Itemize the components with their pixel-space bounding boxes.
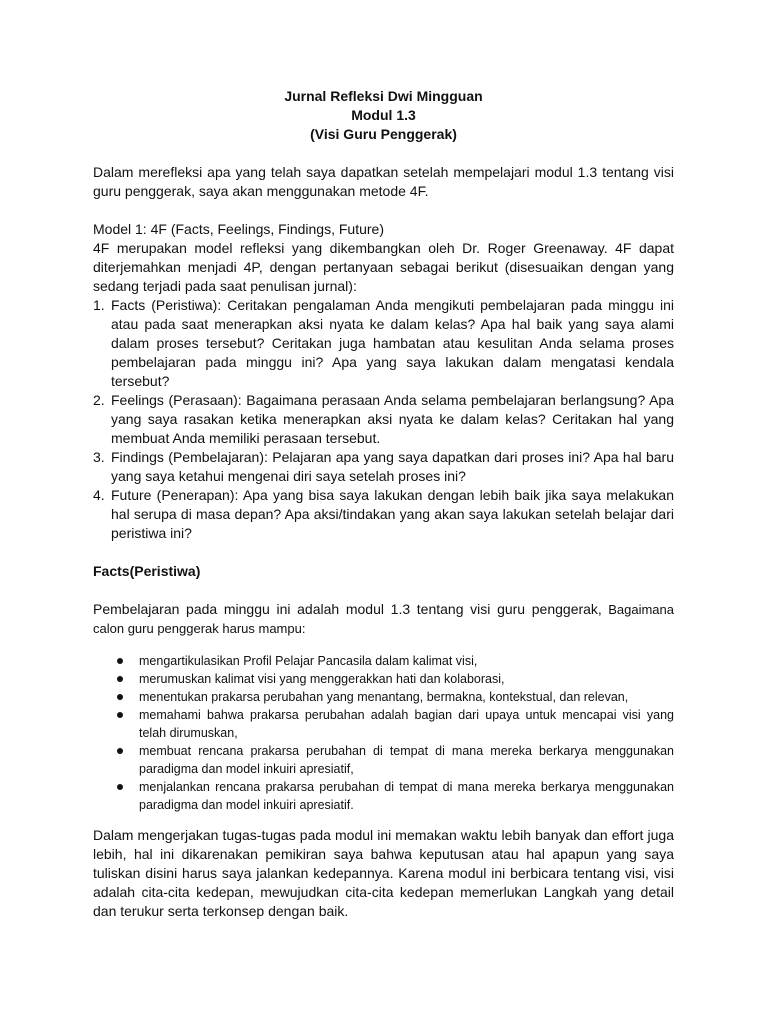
title-line-2: Modul 1.3 xyxy=(351,107,416,123)
bullet-icon xyxy=(117,712,123,718)
list-item xyxy=(93,706,674,742)
item-text: Feelings (Perasaan): Bagaimana perasaan Anda selama pembelajaran berlangsung? Apa yang saya rasakan ketika menerapkan aksi nyata ke dalam kelas? Ceritakan hal yang membuat Anda memiliki perasaan tersebut. xyxy=(111,392,674,446)
model-description: 4F merupakan model refleksi yang dikembangkan oleh Dr. Roger Greenaway. 4F dapat diterjemahkan menjadi 4P, dengan pertanyaan sebagai berikut (disesuaikan dengan yang sedang terjadi pada saat penulisan jurnal): xyxy=(93,240,674,294)
list-item xyxy=(93,448,674,486)
question-list xyxy=(93,296,674,543)
facts-heading: Facts(Peristiwa) xyxy=(93,563,201,579)
list-item xyxy=(93,742,674,778)
facts-lead-tail: Bagaimana calon guru penggerak harus mampu: xyxy=(93,602,674,636)
item-text: Findings (Pembelajaran): Pelajaran apa yang saya dapatkan dari proses ini? Apa hal baru yang saya ketahui mengenai diri saya setelah proses ini? xyxy=(111,449,674,484)
model-heading: Model 1: 4F (Facts, Feelings, Findings, Future) xyxy=(93,221,384,237)
bullet-icon xyxy=(117,658,123,664)
document-title xyxy=(93,87,674,144)
title-line-3: (Visi Guru Penggerak) xyxy=(310,126,457,142)
document-content xyxy=(93,87,674,921)
list-item xyxy=(93,778,674,814)
item-number: 2. xyxy=(93,392,105,408)
bullet-text: membuat rencana prakarsa perubahan di tempat di mana mereka berkarya menggunakan paradigma dan model inkuiri apresiatif, xyxy=(139,744,674,776)
list-item xyxy=(93,486,674,543)
title-line-1: Jurnal Refleksi Dwi Mingguan xyxy=(284,88,483,104)
bullet-icon xyxy=(117,784,123,790)
facts-lead xyxy=(93,600,674,638)
bullet-icon xyxy=(117,694,123,700)
list-item xyxy=(93,688,674,706)
intro-paragraph: Dalam merefleksi apa yang telah saya dapatkan setelah mempelajari modul 1.3 tentang visi guru penggerak, saya akan menggunakan metode 4F. xyxy=(93,164,674,199)
item-number: 1. xyxy=(93,297,105,313)
item-text: Facts (Peristiwa): Ceritakan pengalaman Anda mengikuti pembelajaran pada minggu ini atau pada saat menerapkan aksi nyata ke dalam kelas? Apa hal baik yang saya alami dalam proses tersebut? Ceritakan juga hambatan atau kesulitan Anda selama proses pembelajaran pada minggu ini? Apa yang saya lakukan dalam mengatasi kendala tersebut? xyxy=(111,297,674,389)
list-item xyxy=(93,296,674,391)
facts-lead-main: Pembelajaran pada minggu ini adalah modul 1.3 tentang visi guru penggerak, xyxy=(93,601,602,617)
list-item xyxy=(93,391,674,448)
item-number: 3. xyxy=(93,449,105,465)
competency-list xyxy=(93,652,674,814)
bullet-text: menjalankan rencana prakarsa perubahan di tempat di mana mereka berkarya menggunakan paradigma dan model inkuiri apresiatif. xyxy=(139,780,674,812)
list-item xyxy=(93,670,674,688)
bullet-text: merumuskan kalimat visi yang menggerakkan hati dan kolaborasi, xyxy=(139,672,505,686)
list-item xyxy=(93,652,674,670)
item-text: Future (Penerapan): Apa yang bisa saya lakukan dengan lebih baik jika saya melakukan hal serupa di masa depan? Apa aksi/tindakan yang akan saya lakukan setelah belajar dari peristiwa ini? xyxy=(111,487,674,541)
bullet-text: memahami bahwa prakarsa perubahan adalah bagian dari upaya untuk mencapai visi yang telah dirumuskan, xyxy=(139,708,674,740)
closing-paragraph: Dalam mengerjakan tugas-tugas pada modul ini memakan waktu lebih banyak dan effort juga lebih, hal ini dikarenakan pemikiran saya bahwa keputusan atau hal apapun yang saya tuliskan disini harus saya jalankan kedepannya. Karena modul ini berbicara tentang visi, visi adalah cita-cita kedepan, mewujudkan cita-cita kedepan memerlukan Langkah yang detail dan terukur serta terkonsep dengan baik. xyxy=(93,827,674,919)
bullet-text: mengartikulasikan Profil Pelajar Pancasila dalam kalimat visi, xyxy=(139,654,478,668)
bullet-text: menentukan prakarsa perubahan yang menantang, bermakna, kontekstual, dan relevan, xyxy=(139,690,629,704)
bullet-icon xyxy=(117,676,123,682)
bullet-icon xyxy=(117,748,123,754)
item-number: 4. xyxy=(93,487,105,503)
